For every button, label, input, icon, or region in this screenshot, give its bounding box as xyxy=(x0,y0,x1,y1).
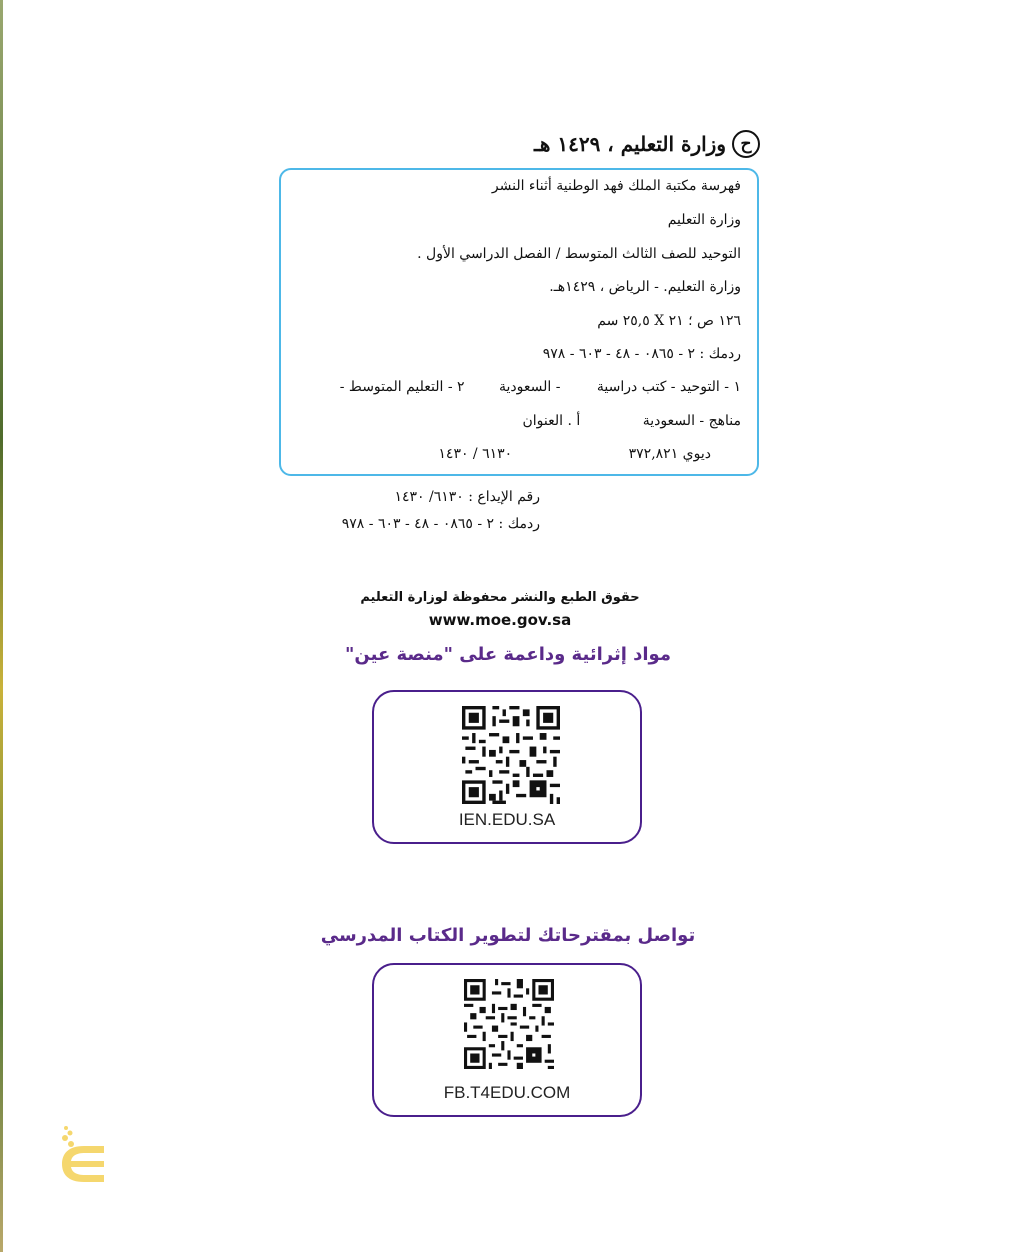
subject-item: ٢ - التعليم المتوسط - xyxy=(339,379,465,395)
left-edge-strip xyxy=(0,0,3,1252)
catalog-subjects xyxy=(340,379,741,395)
dewey-deposit: ٦١٣٠ / ١٤٣٠ xyxy=(438,446,513,462)
catalog-headings xyxy=(522,413,741,429)
copyright-title: وزارة التعليم ، ١٤٢٩ هـ xyxy=(534,132,726,156)
rights-notice xyxy=(330,590,670,629)
deposit-info xyxy=(288,484,540,538)
feedback-heading: تواصل بمقترحاتك لتطوير الكتاب المدرسي xyxy=(320,925,696,946)
catalog-line: وزارة التعليم xyxy=(667,212,741,228)
subject-item: - السعودية xyxy=(499,379,561,395)
catalog-line: التوحيد للصف الثالث المتوسط / الفصل الدراسي الأول . xyxy=(417,246,741,262)
catalog-dewey xyxy=(438,446,711,462)
ministry-url[interactable]: www.moe.gov.sa xyxy=(428,611,572,629)
qr-code-icon xyxy=(462,706,560,804)
catalog-line: وزارة التعليم. - الرياض ، ١٤٢٩هـ. xyxy=(549,279,741,295)
deposit-isbn: ردمك : ٢ - ٠٨٦٥ - ٤٨ - ٦٠٣ - ٩٧٨ xyxy=(341,516,540,532)
deposit-number: رقم الإيداع : ٦١٣٠/ ١٤٣٠ xyxy=(394,489,540,505)
subject-item: ١ - التوحيد - كتب دراسية xyxy=(596,379,741,395)
ien-url-label: IEN.EDU.SA xyxy=(458,810,556,829)
heading-item: مناهج - السعودية xyxy=(642,413,741,429)
dewey-number: ديوي ٣٧٢,٨٢١ xyxy=(628,446,711,462)
qr-code-icon xyxy=(464,979,554,1069)
cataloging-box xyxy=(279,168,759,476)
catalog-isbn: ردمك : ٢ - ٠٨٦٥ - ٤٨ - ٦٠٣ - ٩٧٨ xyxy=(542,346,741,362)
ien-qr-card[interactable] xyxy=(372,690,642,844)
feedback-url-label: FB.T4EDU.COM xyxy=(443,1083,571,1102)
catalog-line: ١٢٦ ص ؛ ٢١ X ٢٥,٥ سم xyxy=(597,313,741,329)
copyright-line xyxy=(510,126,760,162)
feedback-qr-card[interactable] xyxy=(372,963,642,1117)
catalog-line: فهرسة مكتبة الملك فهد الوطنية أثناء النشر xyxy=(491,178,741,194)
rights-text: حقوق الطبع والنشر محفوظة لوزارة التعليم xyxy=(360,590,640,605)
ien-heading: مواد إثرائية وداعمة على "منصة عين" xyxy=(345,644,671,665)
watermark-logo-icon xyxy=(58,1124,108,1186)
copyright-mark: ح xyxy=(732,130,760,158)
heading-item: أ . العنوان xyxy=(522,413,581,429)
